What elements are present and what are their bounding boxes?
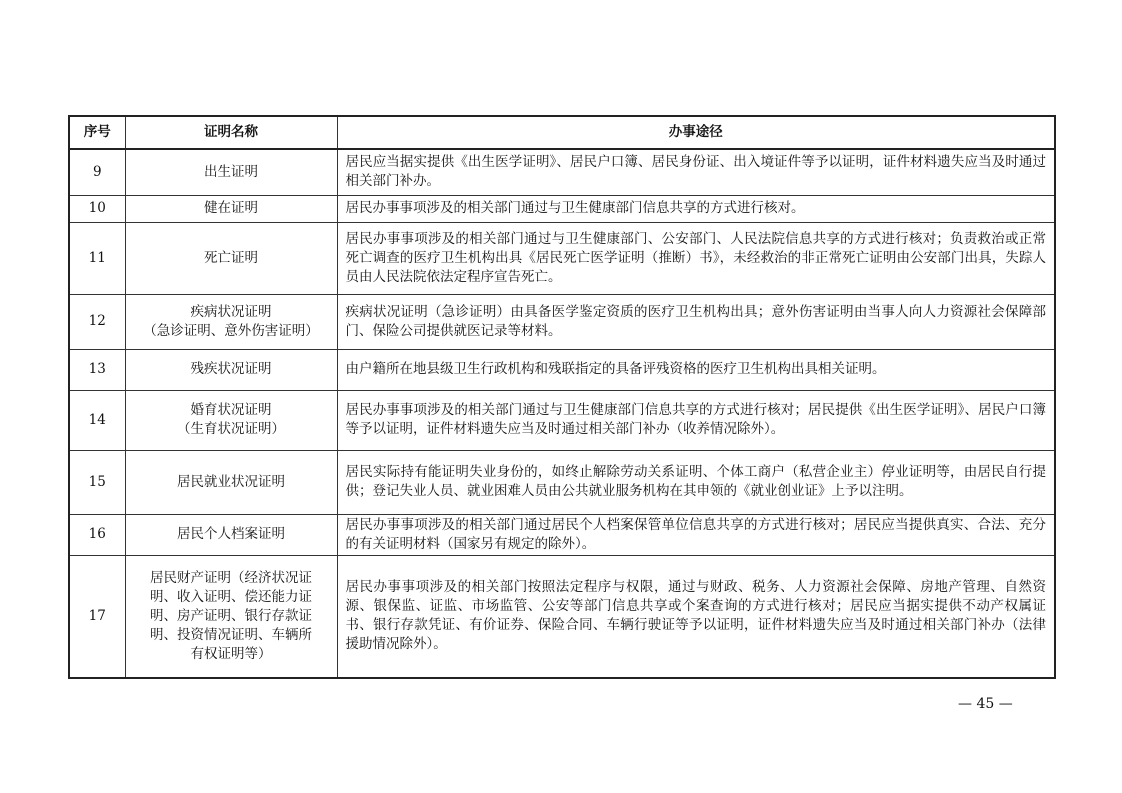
row-number: 16	[69, 514, 125, 555]
row-number: 12	[69, 294, 125, 349]
procedure-text: 居民办事事项涉及的相关部门通过居民个人档案保管单位信息共享的方式进行核对；居民应当提供真实、合法、充分的有关证明材料（国家另有规定的除外）。	[337, 514, 1055, 555]
table-row	[69, 555, 1055, 678]
certificate-name-line: 居民财产证明（经济状况证	[150, 569, 312, 586]
page-number: — 45 —	[958, 696, 1013, 712]
header-number: 序号	[69, 116, 125, 149]
certificate-name	[125, 149, 337, 195]
certificate-name	[125, 349, 337, 390]
certificate-name-line: 居民个人档案证明	[177, 526, 285, 542]
header-procedure: 办事途径	[337, 116, 1055, 149]
table-row	[69, 390, 1055, 450]
table-row	[69, 450, 1055, 514]
certificate-name	[125, 195, 337, 222]
certificate-name-line: （急诊证明、意外伤害证明）	[143, 322, 319, 339]
table-row	[69, 149, 1055, 195]
certificate-name	[125, 222, 337, 294]
certificate-name-line: （生育状况证明）	[177, 421, 285, 437]
table-row	[69, 294, 1055, 349]
procedure-text: 居民办事事项涉及的相关部门通过与卫生健康部门、公安部门、人民法院信息共享的方式进行核对；负责救治或正常死亡调查的医疗卫生机构出具《居民死亡医学证明（推断）书》，未经救治的非正常死亡证明由公安部门出具，失踪人员由人民法院依法定程序宣告死亡。	[337, 222, 1055, 294]
certificate-name	[125, 555, 337, 678]
certificate-name-line: 出生证明	[204, 163, 258, 180]
procedure-text: 由户籍所在地县级卫生行政机构和残联指定的具备评残资格的医疗卫生机构出具相关证明。	[337, 349, 1055, 390]
table-row	[69, 222, 1055, 294]
procedure-text: 居民应当据实提供《出生医学证明》、居民户口簿、居民身份证、出入境证件等予以证明，证件材料遗失应当及时通过相关部门补办。	[337, 149, 1055, 195]
certificate-name-line: 残疾状况证明	[190, 361, 272, 377]
table-row	[69, 195, 1055, 222]
procedure-text: 疾病状况证明（急诊证明）由具备医学鉴定资质的医疗卫生机构出具；意外伤害证明由当事人向人力资源社会保障部门、保险公司提供就医记录等材料。	[337, 294, 1055, 349]
table-row	[69, 514, 1055, 555]
certificate-name-line: 明、投资情况证明、车辆所	[150, 626, 312, 643]
procedure-text: 居民办事事项涉及的相关部门按照法定程序与权限，通过与财政、税务、人力资源社会保障、房地产管理、自然资源、银保监、证监、市场监管、公安等部门信息共享或个案查询的方式进行核对；居民应当据实提供不动产权属证书、银行存款凭证、有价证券、保险合同、车辆行驶证等予以证明，证件材料遗失应当及时通过相关部门补办（法律援助情况除外）。	[337, 555, 1055, 678]
certificate-name-line: 死亡证明	[204, 249, 258, 266]
certificate-name	[125, 514, 337, 555]
row-number: 9	[69, 149, 125, 195]
certificate-name-line: 疾病状况证明	[190, 303, 272, 320]
row-number: 15	[69, 450, 125, 514]
procedure-text: 居民办事事项涉及的相关部门通过与卫生健康部门信息共享的方式进行核对；居民提供《出生医学证明》、居民户口簿等予以证明，证件材料遗失应当及时通过相关部门补办（收养情况除外）。	[337, 390, 1055, 450]
procedure-text: 居民实际持有能证明失业身份的，如终止解除劳动关系证明、个体工商户（私营企业主）停业证明等，由居民自行提供；登记失业人员、就业困难人员由公共就业服务机构在其申领的《就业创业证》上予以注明。	[337, 450, 1055, 514]
certificate-name-line: 有权证明等）	[190, 645, 272, 662]
row-number: 17	[69, 555, 125, 678]
certificate-name-line: 明、收入证明、偿还能力证	[150, 588, 312, 605]
certificate-name-line: 健在证明	[204, 200, 258, 216]
table-row	[69, 349, 1055, 390]
certificate-name	[125, 450, 337, 514]
certificate-name-line: 明、房产证明、银行存款证	[150, 607, 312, 624]
certificate-name	[125, 390, 337, 450]
header-certificate-name: 证明名称	[125, 116, 337, 149]
procedure-text: 居民办事事项涉及的相关部门通过与卫生健康部门信息共享的方式进行核对。	[337, 195, 1055, 222]
certificate-name	[125, 294, 337, 349]
certificate-name-line: 婚育状况证明	[190, 402, 272, 418]
row-number: 13	[69, 349, 125, 390]
row-number: 11	[69, 222, 125, 294]
certificate-table	[68, 115, 1056, 679]
row-number: 14	[69, 390, 125, 450]
certificate-name-line: 居民就业状况证明	[177, 473, 285, 490]
table-header-row	[69, 116, 1055, 149]
row-number: 10	[69, 195, 125, 222]
